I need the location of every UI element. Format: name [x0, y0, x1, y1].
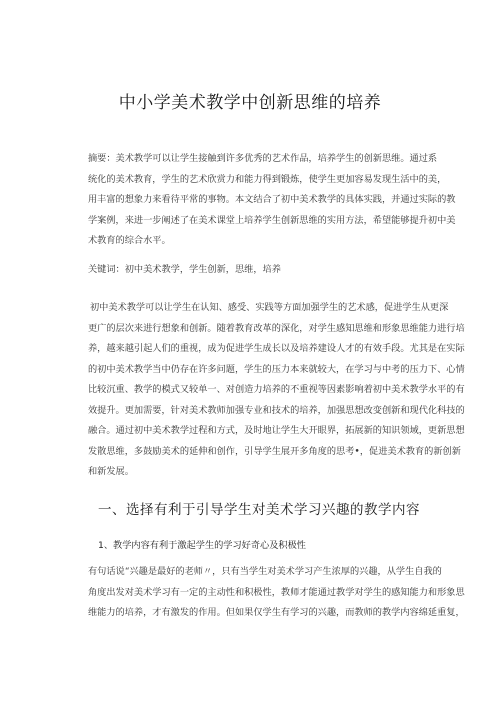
body-line: 比较沉重、教学的模式又较单一、对创造力培养的不重视等因素影响着初中美术教学水平的有 — [88, 384, 465, 395]
document-title: 中小学美术教学中创新思维的培养 — [118, 93, 382, 113]
abstract-line: 用丰富的想象力来看待平常的事物。本文结合了初中美术教学的具体实践，并通过实际的教 — [88, 194, 456, 205]
body-line: 角度出发对美术学习有一定的主动性和积极性，教师才能通过教学对学生的感知能力和形象思 — [88, 586, 465, 598]
body-line: 效提升。更加需要，针对美术教师加强专业和技术的培养，加强思想改变创新和现代化科技的 — [88, 404, 465, 416]
body-line: 发散思维，多鼓励美术的延伸和创作，引导学生展开多角度的思考•，促进美术教育的新创新 — [88, 445, 461, 457]
body-line: 更广的层次来进行想象和创新。随着教育改革的深化，对学生感知思维和形象思维能力进行培 — [88, 322, 465, 334]
body-line: 养，越来越引起人们的重视，成为促进学生成长以及培养建设人才的有效手段。尤其是在实际 — [88, 343, 465, 354]
abstract-line: 学案例，来进一步阐述了在美术课堂上培养学生创新思维的实用方法，希望能够提升初中美 — [88, 214, 456, 226]
body-line: 和新发展。 — [88, 466, 134, 477]
abstract-paragraph — [88, 149, 456, 252]
body-line: 维能力的培养，才有激发的作用。但如果仅学生有学习的兴趣，而教师的教学内容绵延重复， — [88, 607, 465, 618]
body-paragraph-intro — [88, 298, 465, 483]
body-line: 的初中美术教学当中仍存在许多问题，学生的压力本来就较大，在学习与中考的压力下、心情 — [88, 363, 465, 375]
section-heading: 一、选择有利于引导学生对美术学习兴趣的教学内容 — [98, 502, 420, 518]
keywords-text: 关键词：初中美术教学，学生创新，思维，培养 — [88, 264, 281, 275]
abstract-line: 摘要：美术教学可以让学生接触到许多优秀的艺术作品，培养学生的创新思维。通过系 — [88, 153, 438, 164]
body-line: 初中美术教学可以让学生在认知、感受、实践等方面加强学生的艺术感，促进学生从更深 — [90, 302, 449, 313]
keywords-line — [88, 260, 438, 281]
sub-heading: 1、教学内容有利于激起学生的学习好奇心及积极性 — [98, 540, 306, 551]
body-line: 融合。通过初中美术教学过程和方式，及时地让学生大开眼界，拓展新的知识领域，更新思想 — [88, 425, 465, 436]
abstract-line: 统化的美术教育，学生的艺术欣赏力和能力得到锻炼，使学生更加容易发现生活中的美， — [88, 173, 447, 185]
body-line: 有句话说“兴趣是最好的老师〃，只有当学生对美术学习产生浓厚的兴趣，从学生自我的 — [88, 566, 442, 577]
abstract-line: 术教育的综合水平。 — [88, 235, 171, 246]
body-paragraph-section-1 — [88, 562, 465, 624]
